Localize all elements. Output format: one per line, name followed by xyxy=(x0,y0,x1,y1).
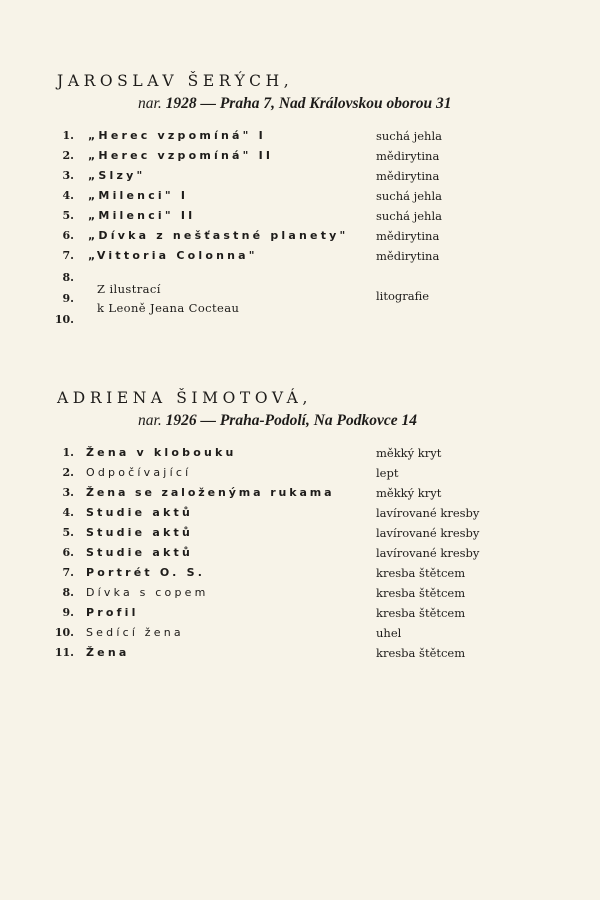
work-title: Dívka s copem xyxy=(86,586,209,599)
born-label: nar. xyxy=(138,412,162,429)
work-title: Studie aktů xyxy=(86,506,193,519)
work-technique: kresba štětcem xyxy=(376,566,466,580)
work-technique: mědirytina xyxy=(376,149,440,163)
work-row xyxy=(0,486,600,506)
work-number: 9. xyxy=(62,292,74,305)
work-title: Studie aktů xyxy=(86,546,193,559)
work-technique: lavírované kresby xyxy=(376,506,480,520)
birth-address: 1928 — Praha 7, Nad Královskou oborou 31 xyxy=(165,95,452,112)
work-number: 1. xyxy=(62,446,74,459)
work-title: Profil xyxy=(86,606,139,619)
work-number: 7. xyxy=(62,249,74,262)
work-technique: litografie xyxy=(376,289,430,303)
work-technique: mědirytina xyxy=(376,229,440,243)
work-row xyxy=(0,506,600,526)
work-group-title-line: k Leoně Jeana Cocteau xyxy=(97,301,240,315)
work-number: 3. xyxy=(62,169,74,182)
work-number: 8. xyxy=(62,586,74,599)
work-technique: uhel xyxy=(376,626,402,640)
work-title: Žena v klobouku xyxy=(86,446,237,459)
work-title: „Slzy" xyxy=(88,169,146,182)
work-number: 5. xyxy=(62,209,74,222)
work-row xyxy=(0,149,600,169)
work-row xyxy=(0,209,600,229)
work-group-title-line: Z ilustrací xyxy=(97,282,161,296)
work-number: 6. xyxy=(62,229,74,242)
work-number: 4. xyxy=(62,189,74,202)
work-title: „Milenci" I xyxy=(88,189,189,202)
work-row xyxy=(0,169,600,189)
work-number: 5. xyxy=(62,526,74,539)
work-number: 4. xyxy=(62,506,74,519)
work-title: Odpočívající xyxy=(86,466,192,479)
work-technique: lavírované kresby xyxy=(376,526,480,540)
artist-birth-address xyxy=(138,95,452,113)
work-row xyxy=(0,189,600,209)
work-row xyxy=(0,129,600,149)
work-number: 11. xyxy=(54,646,74,659)
work-technique: mědirytina xyxy=(376,169,440,183)
work-number: 2. xyxy=(62,466,74,479)
work-number: 3. xyxy=(62,486,74,499)
work-number: 6. xyxy=(62,546,74,559)
work-number: 8. xyxy=(62,271,74,284)
artist-birth-address xyxy=(138,412,417,430)
artist-name: JAROSLAV ŠERÝCH, xyxy=(57,72,294,90)
work-title: Sedící žena xyxy=(86,626,184,639)
work-technique: lept xyxy=(376,466,399,480)
work-title: Žena se založenýma rukama xyxy=(86,486,335,499)
work-row xyxy=(0,606,600,626)
work-number: 1. xyxy=(62,129,74,142)
work-row xyxy=(0,566,600,586)
work-title: „Vittoria Colonna" xyxy=(88,249,258,262)
work-row xyxy=(0,526,600,546)
work-title: „Herec vzpomíná" I xyxy=(88,129,266,142)
work-title: „Milenci" II xyxy=(88,209,196,222)
work-title: „Dívka z nešťastné planety" xyxy=(88,229,349,242)
work-row xyxy=(0,249,600,269)
work-row xyxy=(0,446,600,466)
work-number: 9. xyxy=(62,606,74,619)
work-row xyxy=(0,626,600,646)
work-title: Žena xyxy=(86,646,130,659)
work-technique: mědirytina xyxy=(376,249,440,263)
born-label: nar. xyxy=(138,95,162,112)
work-technique: kresba štětcem xyxy=(376,606,466,620)
work-technique: měkký kryt xyxy=(376,486,442,500)
work-number: 2. xyxy=(62,149,74,162)
work-number: 10. xyxy=(54,313,74,326)
work-number: 7. xyxy=(62,566,74,579)
birth-address: 1926 — Praha-Podolí, Na Podkovce 14 xyxy=(165,412,417,429)
work-technique: suchá jehla xyxy=(376,209,442,223)
work-row xyxy=(0,586,600,606)
work-title: „Herec vzpomíná" II xyxy=(88,149,274,162)
work-title: Studie aktů xyxy=(86,526,193,539)
work-row xyxy=(0,546,600,566)
artist-name: ADRIENA ŠIMOTOVÁ, xyxy=(57,389,312,407)
work-title: Portrét O. S. xyxy=(86,566,206,579)
work-technique: suchá jehla xyxy=(376,129,442,143)
work-technique: kresba štětcem xyxy=(376,646,466,660)
work-number: 10. xyxy=(54,626,74,639)
work-technique: kresba štětcem xyxy=(376,586,466,600)
work-technique: suchá jehla xyxy=(376,189,442,203)
work-row xyxy=(0,466,600,486)
work-row xyxy=(0,646,600,666)
work-row xyxy=(0,229,600,249)
work-technique: měkký kryt xyxy=(376,446,442,460)
work-technique: lavírované kresby xyxy=(376,546,480,560)
